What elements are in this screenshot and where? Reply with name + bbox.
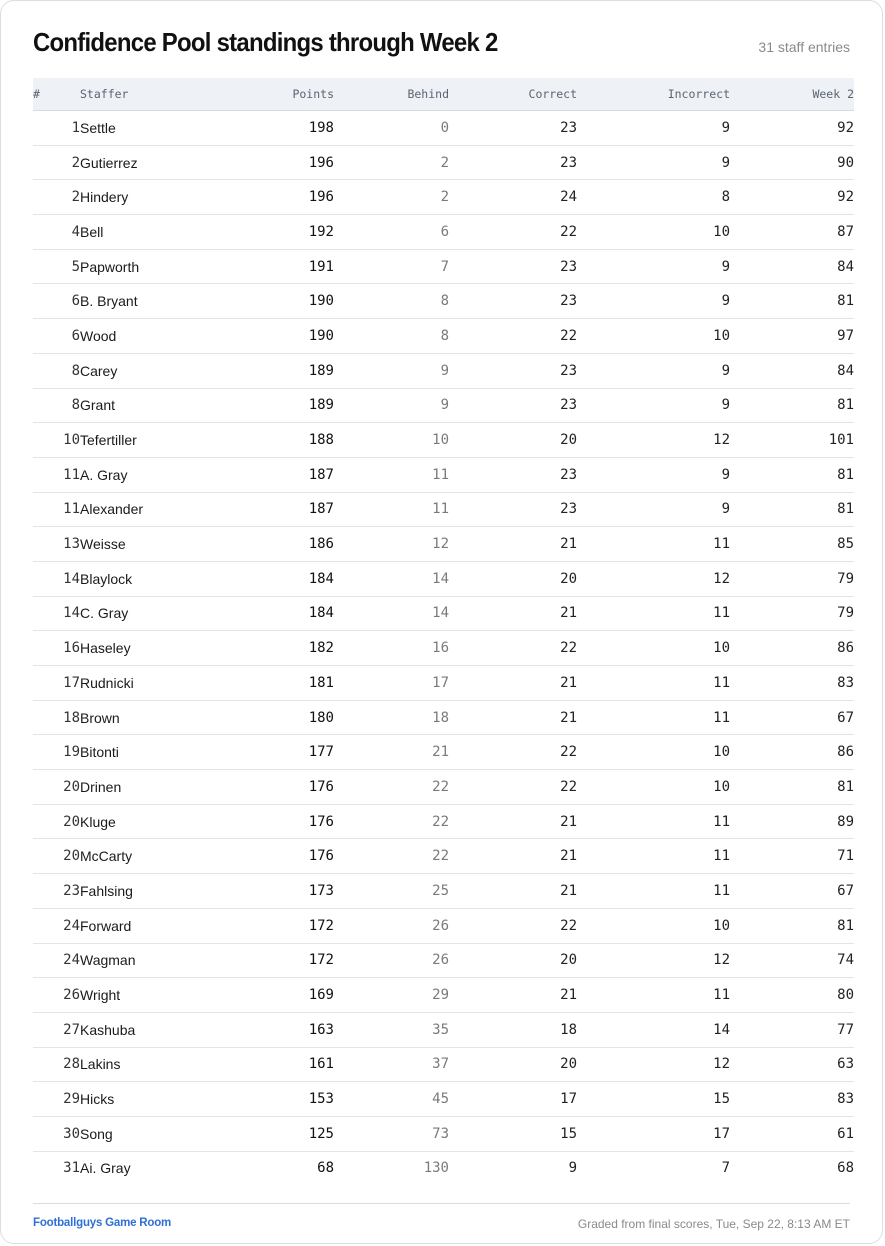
table-row bbox=[33, 180, 854, 215]
rank-cell: 31 bbox=[63, 1160, 80, 1177]
correct-cell: 21 bbox=[449, 839, 577, 874]
week-cell: 92 bbox=[730, 180, 854, 215]
behind-cell: 11 bbox=[334, 457, 449, 492]
column-header-points: Points bbox=[210, 78, 334, 111]
incorrect-cell: 7 bbox=[721, 1160, 730, 1177]
rank-cell: 11 bbox=[33, 492, 80, 527]
week-cell: 81 bbox=[730, 457, 854, 492]
week-cell: 77 bbox=[730, 1012, 854, 1047]
correct-cell: 15 bbox=[449, 1116, 577, 1151]
behind-cell: 7 bbox=[334, 249, 449, 284]
behind-cell: 26 bbox=[334, 943, 449, 978]
behind-cell: 2 bbox=[334, 145, 449, 180]
table-row bbox=[33, 874, 854, 909]
table-row bbox=[33, 1047, 854, 1082]
table-row bbox=[33, 770, 854, 805]
behind-cell: 22 bbox=[334, 804, 449, 839]
correct-cell: 22 bbox=[449, 319, 577, 354]
week-cell: 81 bbox=[730, 770, 854, 805]
points-cell: 187 bbox=[210, 457, 334, 492]
correct-cell: 18 bbox=[449, 1012, 577, 1047]
incorrect-cell: 17 bbox=[577, 1116, 730, 1151]
rank-cell: 24 bbox=[33, 943, 80, 978]
incorrect-cell: 10 bbox=[577, 735, 730, 770]
week-cell: 74 bbox=[730, 943, 854, 978]
table-row bbox=[33, 353, 854, 388]
staffer-cell: Haseley bbox=[80, 631, 210, 666]
points-cell: 163 bbox=[210, 1012, 334, 1047]
column-header-behind: Behind bbox=[334, 78, 449, 111]
incorrect-cell: 10 bbox=[577, 908, 730, 943]
behind-cell: 11 bbox=[334, 492, 449, 527]
page-title: Confidence Pool standings through Week 2 bbox=[33, 27, 498, 57]
table-row bbox=[33, 561, 854, 596]
incorrect-cell: 12 bbox=[577, 423, 730, 458]
correct-cell: 23 bbox=[449, 249, 577, 284]
staffer-cell: Lakins bbox=[80, 1047, 210, 1082]
rank-cell: 11 bbox=[33, 457, 80, 492]
points-cell: 190 bbox=[210, 284, 334, 319]
week-cell: 84 bbox=[730, 249, 854, 284]
incorrect-cell: 8 bbox=[577, 180, 730, 215]
rank-cell: 28 bbox=[33, 1047, 80, 1082]
behind-cell: 10 bbox=[334, 423, 449, 458]
behind-cell: 0 bbox=[334, 111, 449, 146]
correct-cell: 23 bbox=[449, 388, 577, 423]
behind-cell: 17 bbox=[334, 666, 449, 701]
incorrect-cell: 12 bbox=[577, 943, 730, 978]
correct-cell: 20 bbox=[449, 943, 577, 978]
behind-cell: 16 bbox=[334, 631, 449, 666]
week-cell: 83 bbox=[730, 1082, 854, 1117]
week-cell: 79 bbox=[730, 596, 854, 631]
table-row bbox=[33, 319, 854, 354]
table-row bbox=[33, 145, 854, 180]
correct-cell: 20 bbox=[449, 423, 577, 458]
rank-cell: 26 bbox=[33, 978, 80, 1013]
footer-divider bbox=[33, 1203, 850, 1204]
rank-cell: 20 bbox=[33, 839, 80, 874]
points-cell: 176 bbox=[210, 804, 334, 839]
column-header-staffer: Staffer bbox=[80, 78, 210, 111]
header bbox=[33, 25, 850, 65]
week-cell: 79 bbox=[730, 561, 854, 596]
staffer-cell: A. Gray bbox=[80, 457, 210, 492]
rank-cell: 6 bbox=[33, 284, 80, 319]
rank-cell: 2 bbox=[33, 180, 80, 215]
correct-cell: 21 bbox=[449, 596, 577, 631]
week-cell: 63 bbox=[730, 1047, 854, 1082]
staffer-cell: Wright bbox=[80, 978, 210, 1013]
correct-cell: 22 bbox=[449, 770, 577, 805]
week-cell: 61 bbox=[730, 1116, 854, 1151]
staffer-cell: Kluge bbox=[80, 804, 210, 839]
week-cell: 81 bbox=[730, 388, 854, 423]
behind-cell: 14 bbox=[334, 561, 449, 596]
week-cell: 71 bbox=[730, 839, 854, 874]
table-row bbox=[33, 631, 854, 666]
staffer-cell: Ai. Gray bbox=[80, 1160, 131, 1177]
rank-cell: 24 bbox=[33, 908, 80, 943]
points-cell: 196 bbox=[210, 145, 334, 180]
points-cell: 181 bbox=[210, 666, 334, 701]
points-cell: 184 bbox=[210, 596, 334, 631]
staffer-cell: Bell bbox=[80, 215, 210, 250]
staffer-cell: Fahlsing bbox=[80, 874, 210, 909]
week-cell: 81 bbox=[730, 908, 854, 943]
incorrect-cell: 10 bbox=[577, 215, 730, 250]
table-row bbox=[33, 735, 854, 770]
points-cell: 192 bbox=[210, 215, 334, 250]
points-cell: 172 bbox=[210, 943, 334, 978]
incorrect-cell: 11 bbox=[577, 874, 730, 909]
table-body bbox=[33, 111, 854, 1186]
points-cell: 176 bbox=[210, 770, 334, 805]
rank-cell: 5 bbox=[33, 249, 80, 284]
correct-cell: 22 bbox=[449, 215, 577, 250]
incorrect-cell: 9 bbox=[577, 353, 730, 388]
points-cell: 196 bbox=[210, 180, 334, 215]
incorrect-cell: 12 bbox=[577, 1047, 730, 1082]
correct-cell: 23 bbox=[449, 145, 577, 180]
week-cell: 84 bbox=[730, 353, 854, 388]
header-row bbox=[33, 78, 854, 111]
incorrect-cell: 11 bbox=[577, 527, 730, 562]
correct-cell: 22 bbox=[449, 908, 577, 943]
correct-cell: 23 bbox=[449, 284, 577, 319]
correct-cell: 23 bbox=[449, 492, 577, 527]
rank-cell: 8 bbox=[33, 388, 80, 423]
staffer-cell: Brown bbox=[80, 700, 210, 735]
behind-cell: 37 bbox=[334, 1047, 449, 1082]
behind-cell: 8 bbox=[334, 284, 449, 319]
behind-cell: 35 bbox=[334, 1012, 449, 1047]
week-cell: 86 bbox=[730, 735, 854, 770]
rank-cell: 4 bbox=[33, 215, 80, 250]
staffer-cell: Rudnicki bbox=[80, 666, 210, 701]
rank-cell: 14 bbox=[33, 561, 80, 596]
staffer-cell: Song bbox=[80, 1116, 210, 1151]
points-cell: 184 bbox=[210, 561, 334, 596]
table-row bbox=[33, 943, 854, 978]
table-row bbox=[33, 666, 854, 701]
staffer-cell: Drinen bbox=[80, 770, 210, 805]
table-row bbox=[33, 388, 854, 423]
staffer-cell: Carey bbox=[80, 353, 210, 388]
table-header bbox=[33, 78, 854, 111]
behind-cell: 25 bbox=[334, 874, 449, 909]
rank-cell: 18 bbox=[33, 700, 80, 735]
staffer-cell: Hicks bbox=[80, 1082, 210, 1117]
rank-cell: 29 bbox=[33, 1082, 80, 1117]
week-cell: 85 bbox=[730, 527, 854, 562]
entry-count: 31 staff entries bbox=[758, 39, 850, 55]
graded-timestamp: Graded from final scores, Tue, Sep 22, 8:13 AM ET bbox=[577, 1217, 850, 1231]
table-row bbox=[33, 1151, 854, 1185]
correct-cell: 9 bbox=[568, 1160, 577, 1177]
behind-cell: 9 bbox=[334, 353, 449, 388]
staffer-cell: Forward bbox=[80, 908, 210, 943]
rank-cell: 2 bbox=[33, 145, 80, 180]
standings-table bbox=[33, 78, 854, 1185]
week-cell: 67 bbox=[730, 874, 854, 909]
correct-cell: 24 bbox=[449, 180, 577, 215]
column-header-correct: Correct bbox=[449, 78, 577, 111]
staffer-cell: C. Gray bbox=[80, 596, 210, 631]
points-cell: 191 bbox=[210, 249, 334, 284]
rank-cell: 14 bbox=[33, 596, 80, 631]
behind-cell: 12 bbox=[334, 527, 449, 562]
incorrect-cell: 10 bbox=[577, 770, 730, 805]
rank-cell: 8 bbox=[33, 353, 80, 388]
incorrect-cell: 11 bbox=[577, 839, 730, 874]
incorrect-cell: 11 bbox=[577, 978, 730, 1013]
correct-cell: 21 bbox=[449, 978, 577, 1013]
week-cell: 101 bbox=[730, 423, 854, 458]
behind-cell: 9 bbox=[334, 388, 449, 423]
points-cell: 68 bbox=[317, 1160, 334, 1177]
rank-cell: 30 bbox=[33, 1116, 80, 1151]
points-cell: 177 bbox=[210, 735, 334, 770]
week-cell: 68 bbox=[837, 1160, 854, 1177]
week-cell: 97 bbox=[730, 319, 854, 354]
points-cell: 189 bbox=[210, 388, 334, 423]
behind-cell: 45 bbox=[334, 1082, 449, 1117]
points-cell: 190 bbox=[210, 319, 334, 354]
table-row bbox=[33, 908, 854, 943]
correct-cell: 20 bbox=[449, 1047, 577, 1082]
incorrect-cell: 9 bbox=[577, 145, 730, 180]
correct-cell: 23 bbox=[449, 353, 577, 388]
table-row bbox=[33, 839, 854, 874]
staffer-cell: B. Bryant bbox=[80, 284, 210, 319]
points-cell: 186 bbox=[210, 527, 334, 562]
behind-cell: 8 bbox=[334, 319, 449, 354]
week-cell: 83 bbox=[730, 666, 854, 701]
column-header-rank: # bbox=[33, 78, 80, 111]
incorrect-cell: 10 bbox=[577, 631, 730, 666]
table-row bbox=[33, 457, 854, 492]
week-cell: 80 bbox=[730, 978, 854, 1013]
table-row bbox=[33, 596, 854, 631]
staffer-cell: Alexander bbox=[80, 492, 210, 527]
points-cell: 125 bbox=[210, 1116, 334, 1151]
table-row bbox=[33, 249, 854, 284]
week-cell: 90 bbox=[730, 145, 854, 180]
behind-cell: 21 bbox=[334, 735, 449, 770]
correct-cell: 21 bbox=[449, 804, 577, 839]
staffer-cell: Papworth bbox=[80, 249, 210, 284]
points-cell: 161 bbox=[210, 1047, 334, 1082]
staffer-cell: Bitonti bbox=[80, 735, 210, 770]
incorrect-cell: 9 bbox=[577, 111, 730, 146]
table-row bbox=[33, 527, 854, 562]
correct-cell: 21 bbox=[449, 527, 577, 562]
staffer-cell: Wagman bbox=[80, 943, 210, 978]
week-cell: 92 bbox=[730, 111, 854, 146]
staffer-cell: Kashuba bbox=[80, 1012, 210, 1047]
staffer-cell: Hindery bbox=[80, 180, 210, 215]
rank-cell: 6 bbox=[33, 319, 80, 354]
points-cell: 180 bbox=[210, 700, 334, 735]
rank-cell: 13 bbox=[33, 527, 80, 562]
table-row bbox=[33, 215, 854, 250]
week-cell: 81 bbox=[730, 492, 854, 527]
incorrect-cell: 11 bbox=[577, 596, 730, 631]
table-row bbox=[33, 284, 854, 319]
behind-cell: 22 bbox=[334, 770, 449, 805]
table-row bbox=[33, 1082, 854, 1117]
table-row bbox=[33, 1116, 854, 1151]
table-row bbox=[33, 423, 854, 458]
rank-cell: 1 bbox=[33, 111, 80, 146]
points-cell: 188 bbox=[210, 423, 334, 458]
correct-cell: 21 bbox=[449, 666, 577, 701]
staffer-cell: Settle bbox=[80, 111, 210, 146]
behind-cell: 130 bbox=[423, 1160, 449, 1177]
behind-cell: 26 bbox=[334, 908, 449, 943]
rank-cell: 16 bbox=[33, 631, 80, 666]
staffer-cell: McCarty bbox=[80, 839, 210, 874]
points-cell: 176 bbox=[210, 839, 334, 874]
points-cell: 189 bbox=[210, 353, 334, 388]
brand-label: Footballguys Game Room bbox=[33, 1217, 172, 1229]
rank-cell: 19 bbox=[33, 735, 80, 770]
behind-cell: 18 bbox=[334, 700, 449, 735]
incorrect-cell: 12 bbox=[577, 561, 730, 596]
staffer-cell: Gutierrez bbox=[80, 145, 210, 180]
table-row bbox=[33, 978, 854, 1013]
table-row bbox=[33, 111, 854, 146]
incorrect-cell: 10 bbox=[577, 319, 730, 354]
behind-cell: 29 bbox=[334, 978, 449, 1013]
correct-cell: 20 bbox=[449, 561, 577, 596]
behind-cell: 14 bbox=[334, 596, 449, 631]
table-row bbox=[33, 700, 854, 735]
behind-cell: 22 bbox=[334, 839, 449, 874]
staffer-cell: Wood bbox=[80, 319, 210, 354]
incorrect-cell: 9 bbox=[577, 492, 730, 527]
incorrect-cell: 9 bbox=[577, 388, 730, 423]
rank-cell: 23 bbox=[33, 874, 80, 909]
staffer-cell: Weisse bbox=[80, 527, 210, 562]
incorrect-cell: 9 bbox=[577, 457, 730, 492]
week-cell: 86 bbox=[730, 631, 854, 666]
staffer-cell: Grant bbox=[80, 388, 210, 423]
table-row bbox=[33, 492, 854, 527]
rank-cell: 20 bbox=[33, 770, 80, 805]
correct-cell: 21 bbox=[449, 700, 577, 735]
correct-cell: 23 bbox=[449, 457, 577, 492]
incorrect-cell: 14 bbox=[577, 1012, 730, 1047]
points-cell: 172 bbox=[210, 908, 334, 943]
incorrect-cell: 11 bbox=[577, 804, 730, 839]
table-row bbox=[33, 804, 854, 839]
points-cell: 169 bbox=[210, 978, 334, 1013]
points-cell: 198 bbox=[210, 111, 334, 146]
week-cell: 87 bbox=[730, 215, 854, 250]
week-cell: 67 bbox=[730, 700, 854, 735]
rank-cell: 10 bbox=[33, 423, 80, 458]
staffer-cell: Tefertiller bbox=[80, 423, 210, 458]
points-cell: 182 bbox=[210, 631, 334, 666]
week-cell: 81 bbox=[730, 284, 854, 319]
incorrect-cell: 15 bbox=[577, 1082, 730, 1117]
correct-cell: 22 bbox=[449, 631, 577, 666]
incorrect-cell: 11 bbox=[577, 700, 730, 735]
incorrect-cell: 11 bbox=[577, 666, 730, 701]
points-cell: 173 bbox=[210, 874, 334, 909]
rank-cell: 27 bbox=[33, 1012, 80, 1047]
behind-cell: 73 bbox=[334, 1116, 449, 1151]
points-cell: 153 bbox=[210, 1082, 334, 1117]
table-row bbox=[33, 1012, 854, 1047]
behind-cell: 2 bbox=[334, 180, 449, 215]
points-cell: 187 bbox=[210, 492, 334, 527]
correct-cell: 17 bbox=[449, 1082, 577, 1117]
rank-cell: 20 bbox=[33, 804, 80, 839]
behind-cell: 6 bbox=[334, 215, 449, 250]
correct-cell: 23 bbox=[449, 111, 577, 146]
staffer-cell: Blaylock bbox=[80, 561, 210, 596]
week-cell: 89 bbox=[730, 804, 854, 839]
correct-cell: 21 bbox=[449, 874, 577, 909]
incorrect-cell: 9 bbox=[577, 249, 730, 284]
column-header-week: Week 2 bbox=[730, 78, 854, 111]
correct-cell: 22 bbox=[449, 735, 577, 770]
column-header-incorrect: Incorrect bbox=[577, 78, 730, 111]
incorrect-cell: 9 bbox=[577, 284, 730, 319]
rank-cell: 17 bbox=[33, 666, 80, 701]
